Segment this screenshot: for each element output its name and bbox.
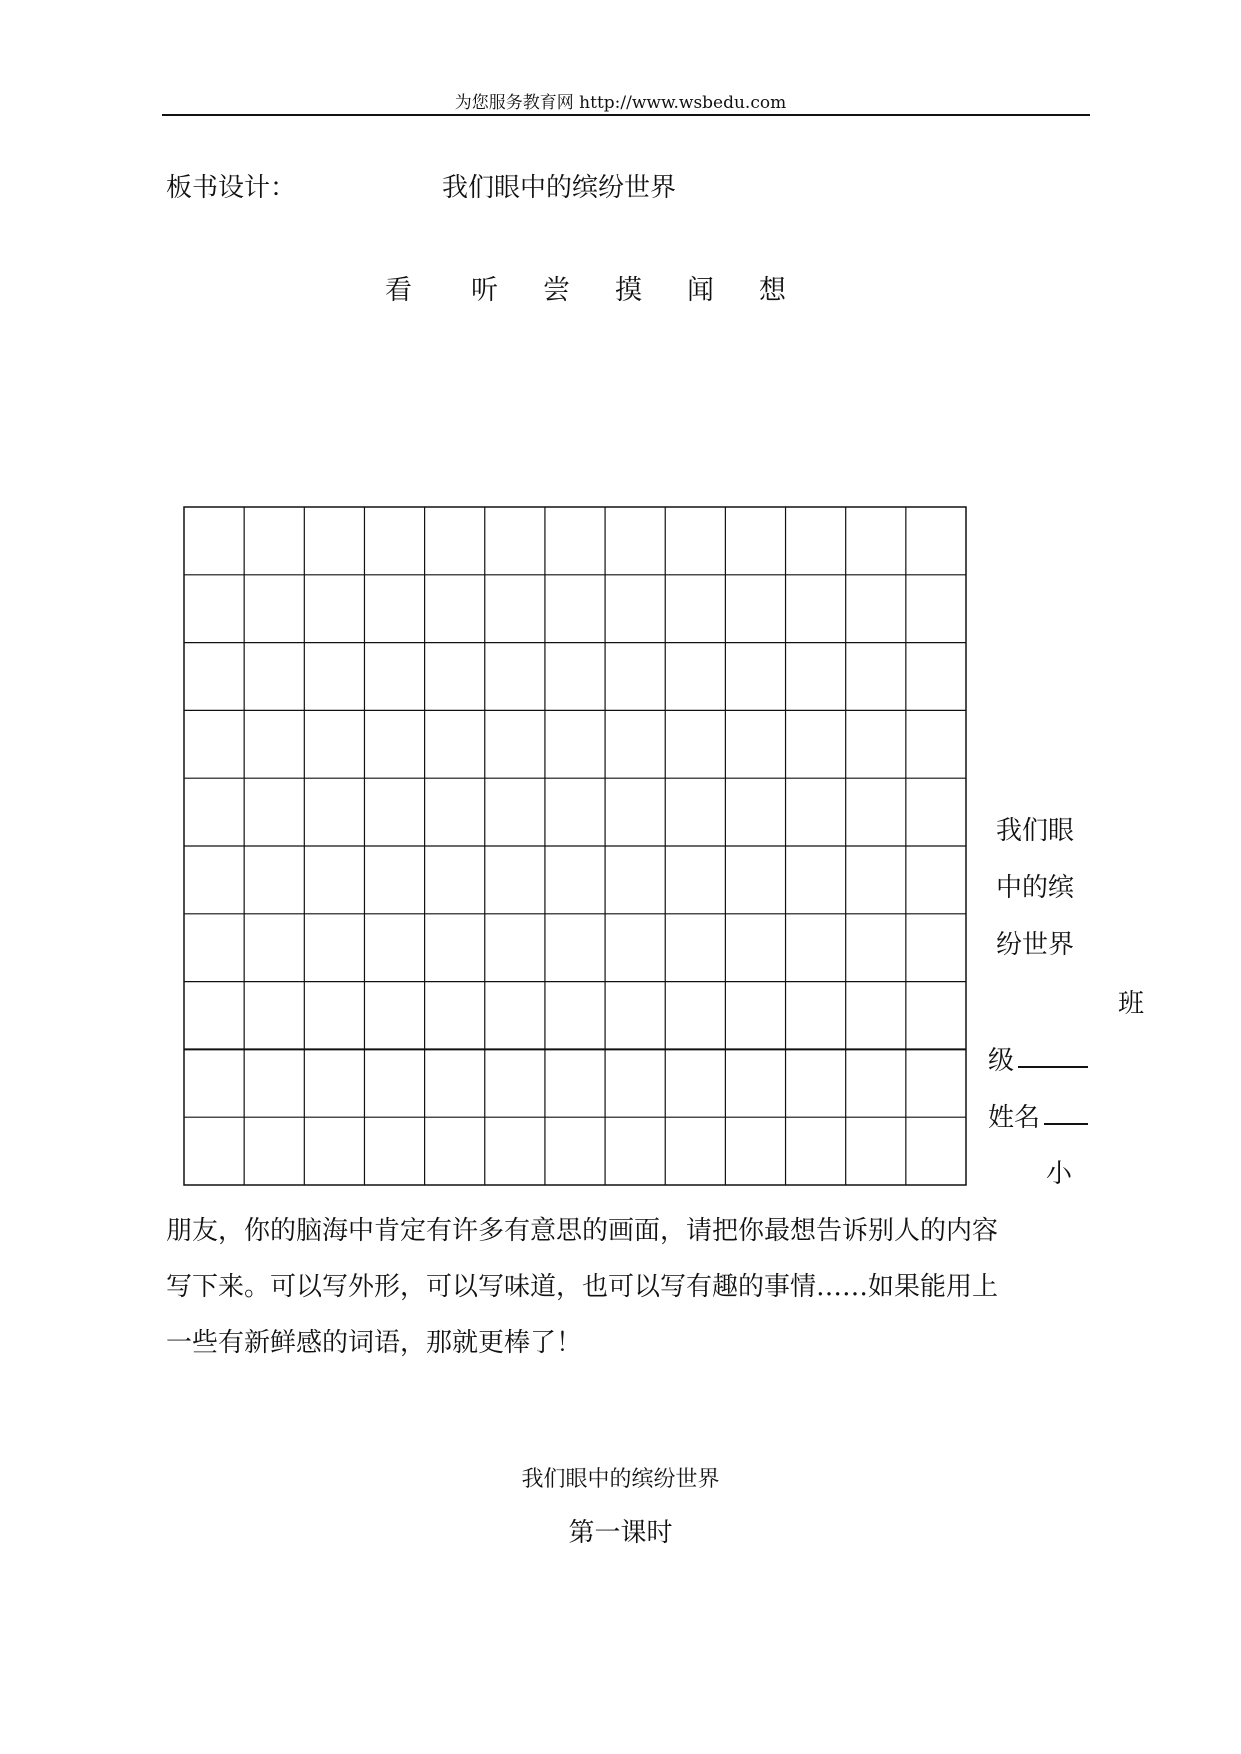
side-title-line: 纷世界 bbox=[996, 930, 1075, 960]
name-blank-field[interactable] bbox=[1044, 1123, 1088, 1125]
lesson-label: 第一课时 bbox=[568, 1518, 673, 1548]
sense-touch: 摸 bbox=[615, 275, 642, 306]
writing-grid bbox=[183, 506, 967, 1186]
sense-smell: 闻 bbox=[687, 275, 714, 306]
instruction-paragraph bbox=[166, 1203, 1086, 1371]
class-char: 班 bbox=[1118, 989, 1145, 1019]
page-header: 为您服务教育网 http://www.wsbedu.com bbox=[454, 93, 787, 113]
sense-look: 看 bbox=[385, 275, 412, 306]
small-char: 小 bbox=[1046, 1159, 1073, 1189]
side-title-line: 中的缤 bbox=[996, 873, 1075, 903]
board-design-title: 我们眼中的缤纷世界 bbox=[442, 173, 677, 203]
class-label: 级 bbox=[988, 1046, 1015, 1076]
sense-taste: 尝 bbox=[543, 275, 570, 306]
header-rule bbox=[162, 114, 1090, 116]
sense-think: 想 bbox=[759, 275, 786, 306]
class-blank-field[interactable] bbox=[1018, 1066, 1088, 1068]
name-label: 姓名 bbox=[988, 1103, 1041, 1133]
paragraph-line: 一些有新鲜感的词语，那就更棒了！ bbox=[166, 1328, 583, 1358]
side-title-line: 我们眼 bbox=[996, 816, 1075, 846]
sense-listen: 听 bbox=[471, 275, 498, 306]
paragraph-line: 朋友，你的脑海中肯定有许多有意思的画面，请把你最想告诉别人的内容 bbox=[166, 1216, 999, 1246]
paragraph-line: 写下来。可以写外形，可以写味道，也可以写有趣的事情……如果能用上 bbox=[166, 1272, 999, 1302]
board-design-label: 板书设计： bbox=[166, 173, 297, 203]
footer-title: 我们眼中的缤纷世界 bbox=[521, 1467, 720, 1492]
